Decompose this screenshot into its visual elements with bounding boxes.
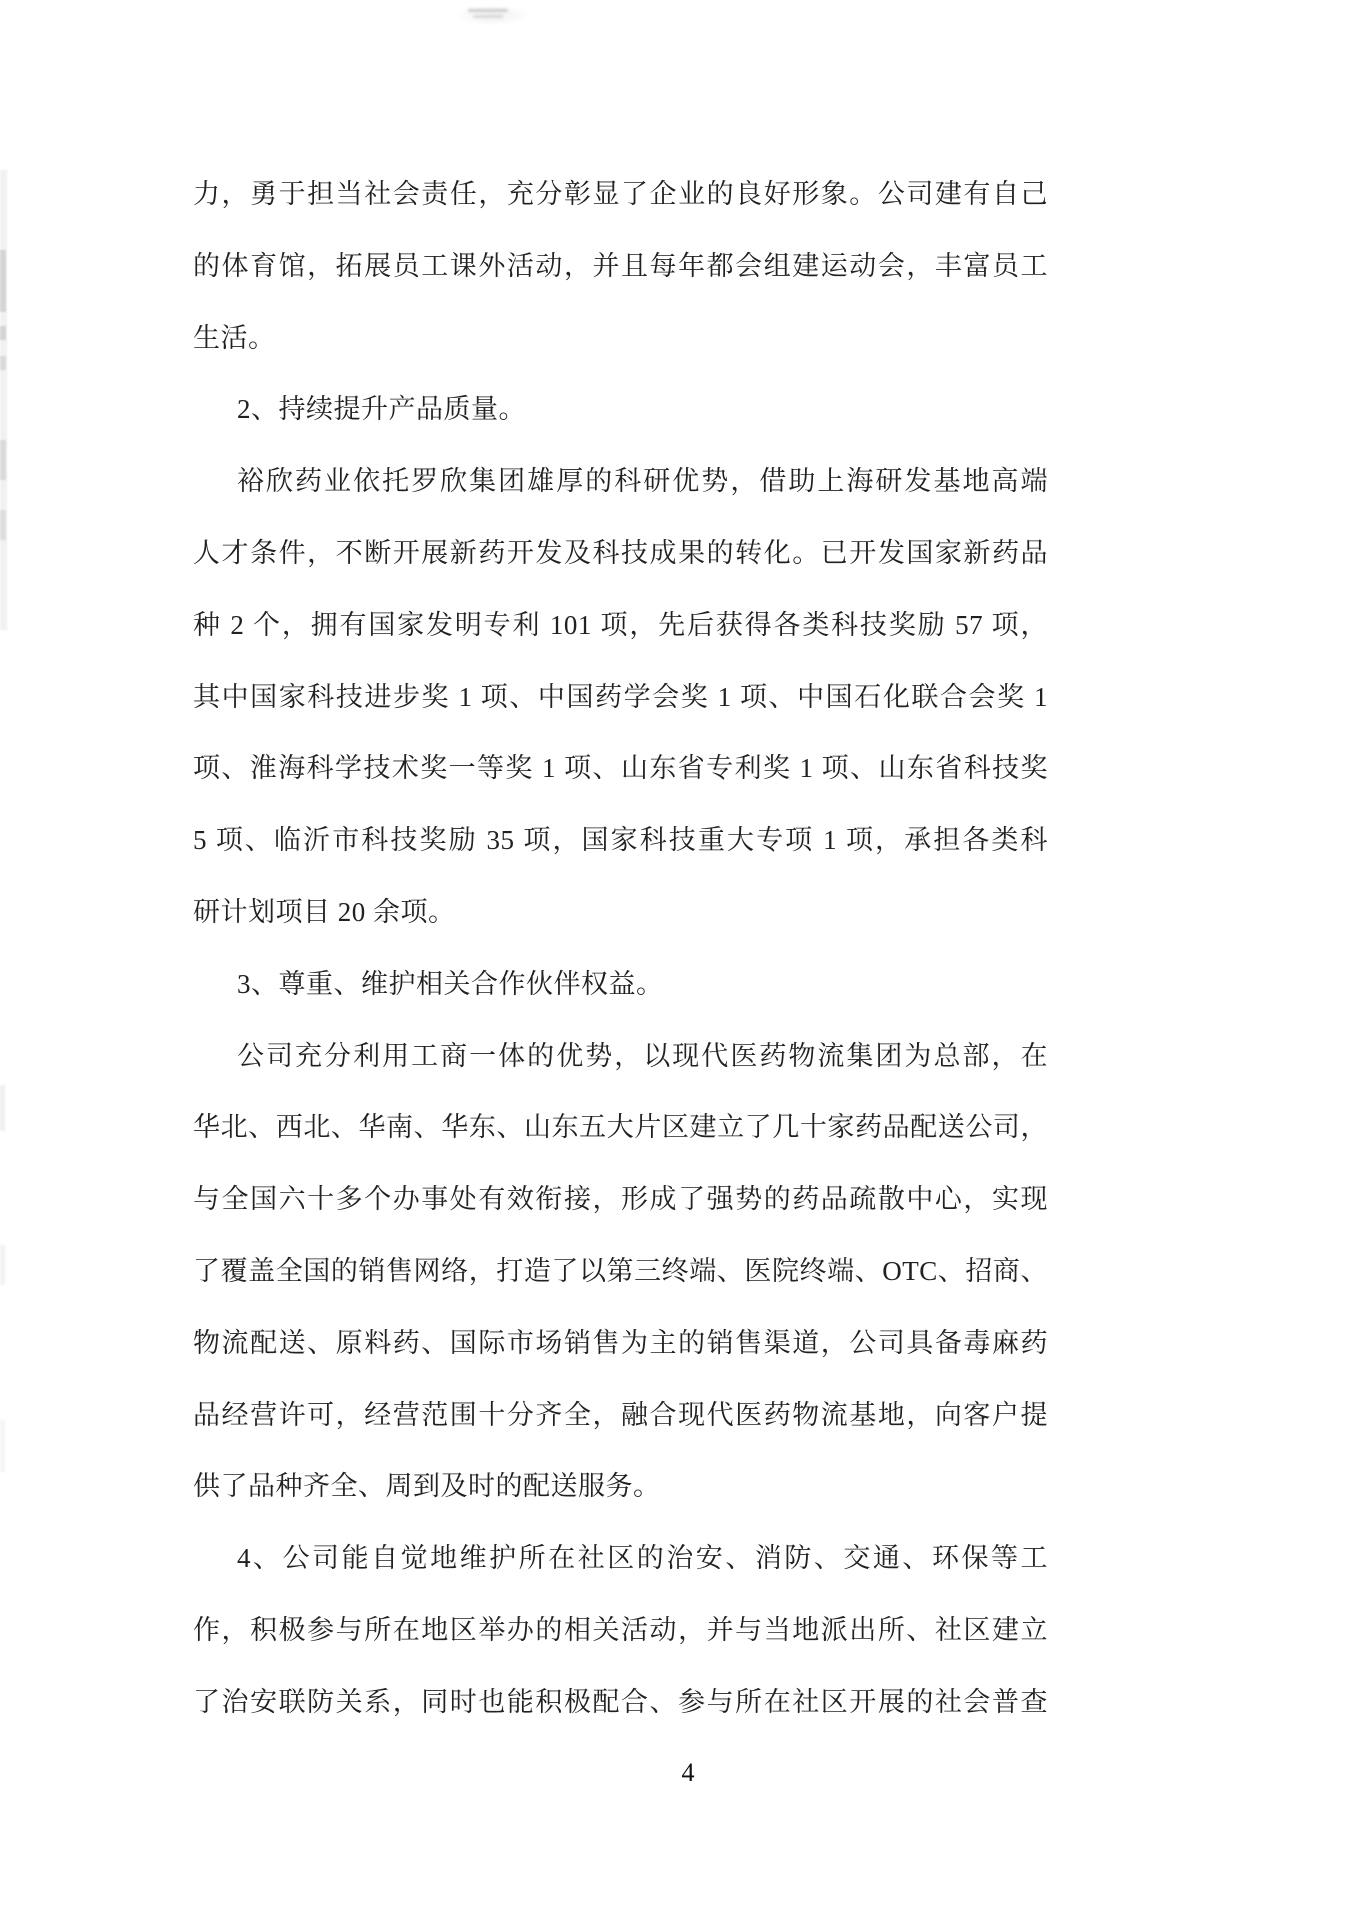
scan-artifact [0,250,6,312]
text-line: 与全国六十多个办事处有效衔接，形成了强势的药品疏散中心，实现 [193,1184,1048,1215]
scan-artifact [0,326,6,340]
text-line: 生活。 [193,322,276,353]
scan-artifact [0,1085,5,1131]
scan-artifact [0,1420,5,1472]
scan-artifact [468,9,508,12]
document-body [193,159,1048,1739]
text-line: 公司充分利用工商一体的优势，以现代医药物流集团为总部，在 [237,1040,1048,1071]
text-line: 了治安联防关系，同时也能积极配合、参与所在社区开展的社会普查 [193,1686,1048,1717]
scan-artifact [0,1245,5,1285]
scan-artifact [455,4,530,26]
text-line: 其中国家科技进步奖 1 项、中国药学会奖 1 项、中国石化联合会奖 1 [193,681,1048,712]
text-line: 3、尊重、维护相关合作伙伴权益。 [237,968,664,999]
text-line: 5 项、临沂市科技奖励 35 项，国家科技重大专项 1 项，承担各类科 [193,825,1048,856]
scan-artifact [0,440,6,480]
text-line: 品经营许可，经营范围十分齐全，融合现代医药物流基地，向客户提 [193,1399,1048,1430]
text-line: 种 2 个，拥有国家发明专利 101 项，先后获得各类科技奖励 57 项， [193,609,1048,640]
text-line: 作，积极参与所在地区举办的相关活动，并与当地派出所、社区建立 [193,1614,1048,1645]
text-line: 2、持续提升产品质量。 [237,394,526,425]
scan-artifact [0,510,6,540]
text-line: 人才条件，不断开展新药开发及科技成果的转化。已开发国家新药品 [193,537,1048,568]
text-line: 的体育馆，拓展员工课外活动，并且每年都会组建运动会，丰富员工 [193,250,1048,281]
text-line: 了覆盖全国的销售网络，打造了以第三终端、医院终端、OTC、招商、 [193,1255,1048,1286]
scan-artifact [0,170,7,630]
scan-artifact [0,356,6,370]
text-line: 项、淮海科学技术奖一等奖 1 项、山东省专利奖 1 项、山东省科技奖 [193,753,1048,784]
text-line: 华北、西北、华南、华东、山东五大片区建立了几十家药品配送公司， [193,1112,1048,1143]
text-line: 物流配送、原料药、国际市场销售为主的销售渠道，公司具备毒麻药 [193,1327,1048,1358]
text-line: 裕欣药业依托罗欣集团雄厚的科研优势，借助上海研发基地高端 [237,466,1048,497]
text-line: 研计划项目 20 余项。 [193,896,456,927]
text-line: 供了品种齐全、周到及时的配送服务。 [193,1471,661,1502]
text-line: 力，勇于担当社会责任，充分彰显了企业的良好形象。公司建有自己 [193,179,1048,209]
page-number: 4 [681,1758,695,1787]
scan-artifact [473,15,503,18]
text-line: 4、公司能自觉地维护所在社区的治安、消防、交通、环保等工 [237,1543,1048,1574]
